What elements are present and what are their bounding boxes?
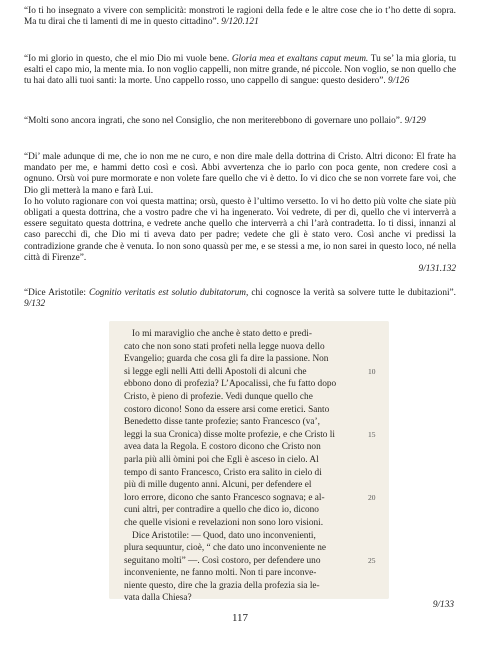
quote-2-latin: Gloria mea et exaltans caput meum. (231, 54, 369, 64)
scan-line (124, 328, 360, 341)
scan-line-number: 25 (368, 555, 376, 565)
scan-line (124, 517, 360, 530)
scan-line-text: avea data la Regola. E costoro dicono che Cristo non (124, 442, 321, 453)
scan-line-number: 10 (368, 366, 376, 376)
quote-paragraph-1 (24, 6, 456, 28)
scan-line-text: Benedetto disse tante profezie; santo Francesco (va’, (124, 417, 320, 428)
quote-1-text: “Io ti ho insegnato a vivere con semplicità: monstroti le ragioni della fede e le altre cose che io t’ho dette di sopra. Ma tu dirai che ti lamenti di me in questo cittadino”. (24, 6, 456, 28)
scan-line (124, 404, 360, 417)
scan-line-text: che quelle visioni e revelazioni non sono loro visioni. (124, 517, 324, 528)
quote-4-continuation: Io ho voluto ragionare con voi questa mattina; orsù, questo è l’ultimo versetto. Io vi ho detto più volte che siate più obligati a questa dottrina, che a vostro padre che vi ha ingenerato. Voi vedrete, di per dì, quello che vi interverrà a essere seguitato questa dottrina, e vedrete anche quello che interverrà a chi l’arà contradetta. Io ti dissi, innanzi al caso parecchi dì, che Dio mi ti aveva dato per padre; vedete che gli è stato vero. Così anche vi predissi la contradizione grande che è venuta. Io non sono quassù per me, e se stessi a me, io non sarei in questo loco, né nella città di Firenze”. (24, 196, 456, 263)
scan-line-text: vata dalla Chiesa? (124, 593, 192, 604)
quote-paragraph-5 (24, 288, 456, 310)
scan-line (124, 542, 360, 555)
scan-line-text: plura sequuntur, cioè, “ che dato uno inconveniente ne (124, 543, 327, 554)
quote-4-reference: 9/131.132 (418, 264, 456, 275)
scanned-book-excerpt (110, 322, 388, 604)
quote-5-text-b: , chi cognosce la verità sa solvere tutte le dubitazioni”. (246, 288, 456, 298)
quote-1-reference: 9/120.121 (221, 17, 259, 28)
scan-line (124, 467, 360, 480)
scan-line (124, 441, 360, 454)
scan-line (124, 416, 360, 429)
quote-paragraph-2 (24, 54, 456, 88)
scan-line-text: ebbono dono di profezia? L’Apocalissi, che fu fatto dopo (124, 379, 337, 390)
scan-line (124, 341, 360, 354)
scan-line (124, 429, 376, 442)
scan-line-text: seguitano molti” —. Così costoro, per defendere uno (124, 555, 321, 566)
scan-line (124, 391, 360, 404)
scan-line-text: leggi la sua Cronica) disse molte profezie, e che Cristo li (124, 429, 335, 440)
scan-line (124, 592, 360, 605)
quote-2-reference: 9/126 (388, 76, 410, 87)
scan-line (124, 353, 360, 366)
quote-5-reference: 9/132 (24, 299, 46, 310)
scan-line-text: tempo di santo Francesco, Cristo era salito in cielo di (124, 467, 322, 478)
scan-line-text: cato che non sono stati profeti nella legge nuova dello (124, 341, 325, 352)
scan-line-text: più di mille dugento anni. Alcuni, per defendere el (124, 480, 312, 491)
scan-line (124, 492, 376, 505)
scan-line-number: 15 (368, 429, 376, 439)
quote-3-text: “Molti sono ancora ingrati, che sono nel Consiglio, che non meriterebbono di governare uno pollaio”. (24, 116, 405, 126)
scan-line-text: inconveniente, ne fanno molti. Non ti pare inconve- (124, 568, 317, 579)
scan-line (124, 555, 376, 568)
scan-line (124, 479, 360, 492)
quote-3-reference: 9/129 (404, 116, 426, 126)
scan-line-text: costoro dicono! Sono da essere arsi come eretici. Santo (124, 404, 330, 415)
scan-line-text: Evangelio; guarda che cosa gli fa dire la passione. Non (124, 354, 329, 365)
quote-5-text-a: “Dice Aristotile: (24, 288, 90, 298)
scan-line-text: loro errore, dicono che santo Francesco sognava; e al- (124, 492, 325, 503)
scanned-text-block (124, 328, 376, 605)
quote-paragraph-3 (24, 116, 456, 127)
scan-line (124, 504, 360, 517)
scan-line (124, 580, 360, 593)
scan-line-text: si legge egli nelli Atti delli Apostoli di alcuni che (124, 366, 307, 377)
page-number: 117 (231, 612, 249, 624)
scan-line (124, 454, 360, 467)
quote-2-text-a: “Io mi glorio in questo, che el mio Dio mi vuole bene. (24, 54, 232, 64)
scan-line-text: Dice Aristotile: — Quod, dato uno inconvenienti, (132, 530, 316, 541)
scan-line-text: cuni altri, per contradire a quello che dico io, dicono (124, 505, 319, 516)
scan-line-text: parla più alli òmini poi che Egli è asceso in cielo. Al (124, 454, 319, 465)
scan-line-text: niente questo, dire che la grazia della profezia sia le- (124, 580, 320, 591)
scan-line-text: Io mi maraviglio che anche è stato detto e predi- (132, 329, 312, 339)
scan-line (124, 378, 360, 391)
quote-2-text-b: Tu se’ la mia gloria, tu esalti el capo mio, la mente mia. Io non voglio cappelli, non mitre grande, né piccole. Non voglio, se non quello che tu hai dato alli tuoi santi: la morte. Uno cappello rosso, uno cappello di sangue: questo desidero”. (24, 54, 456, 87)
scan-line (124, 567, 360, 580)
excerpt-reference: 9/133 (432, 600, 454, 610)
quote-5-latin: Cognitio veritatis est solutio dubitatorum (89, 288, 246, 298)
quote-4-text: “Di’ male adunque di me, che io non me ne curo, e non dire male della dottrina di Cristo. Altri dicono: El frate ha mandato per me, e hammi detto così e così. Abbi avvertenza che io parlo con poca gente, non credere così a ognuno. Orsù voi pure mormorate e non volete fare quello che vi è detto. Io vi dico che se non vorrete fare voi, che Dio gli metterà la mano e farà Lui. (24, 152, 456, 196)
quote-paragraph-4 (24, 152, 456, 275)
scan-line (124, 366, 376, 379)
scan-line-text: Cristo, è pieno di profezie. Vedi dunque quello che (124, 391, 313, 402)
scan-line-number: 20 (368, 492, 376, 502)
scan-line (124, 530, 360, 543)
